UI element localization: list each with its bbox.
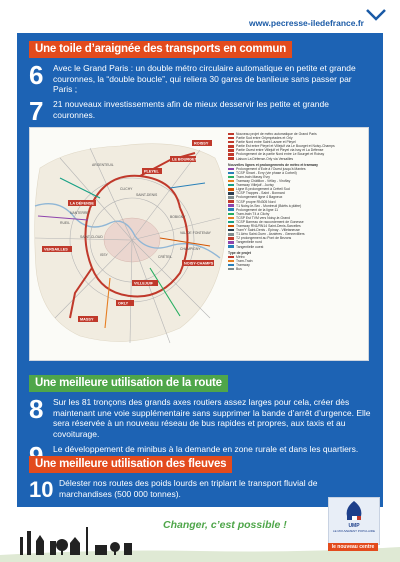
legend-type-item: Tram-Train	[228, 259, 364, 263]
legend-item: Prolongement d’Eole à l’Ouest jusqu’à Mantes	[228, 167, 364, 171]
legend-item: TCSP propre RN305 Nord	[228, 200, 364, 204]
legend-item: TCSP Sinart - Evry (vie phase à Corbeil)	[228, 171, 364, 175]
legend-item: TCSP Trappes - Saint - Bonnard	[228, 191, 364, 195]
legend-item: Partie Ouest entre Villejuif et Pleyel via Issy et La Défense	[228, 148, 364, 152]
legend-item: Tram'Y Saint-Denis - Épinay - Villetaneuse	[228, 228, 364, 232]
place-label: CRÉTEIL	[158, 255, 173, 259]
map-legend	[228, 132, 364, 271]
station-label: VILLEJUIF	[134, 281, 153, 286]
legend-type-item: Métro	[228, 255, 364, 259]
place-label: SAINT-DENIS	[136, 193, 158, 197]
site-url[interactable]: www.pecresse-iledefrance.fr	[249, 18, 364, 28]
place-label: CHAMPIGNY	[180, 247, 201, 251]
transport-map	[29, 127, 369, 361]
place-label: NANTERRE	[70, 211, 89, 215]
section-title-transports: Une toile d’araignée des transports en commun	[29, 41, 292, 58]
place-label: RUEIL	[60, 221, 70, 225]
station-label: LE BOURGET	[172, 157, 197, 162]
legend-header: Nouvelles lignes et prolongements de métro et tramway	[228, 162, 319, 167]
place-label: VAL DE FONTENAY	[180, 231, 211, 235]
station-label: PLEYEL	[144, 169, 159, 174]
item-text: 21 nouveaux investissements afin de mieux desservir les petite et grande couronnes.	[53, 99, 329, 120]
legend-item: TCSP Barreau de raccordement de Gonesse	[228, 220, 364, 224]
list-item-6	[29, 60, 375, 94]
legend-item: Partie Est entre Pleyel et Villejuif via Le Bourget et Noisy-Champs	[228, 144, 364, 148]
legend-item: Prolongement de la partie Nord entre Le Bourget et Roissy	[228, 152, 364, 156]
legend-item: Partie Nord entre Saint Lazare et Pleyel	[228, 140, 364, 144]
legend-item: Prolongement de la ligne 11	[228, 208, 364, 212]
ump-subtitle: LE MOUVEMENT POPULAIRE	[333, 529, 375, 533]
station-label: LA DÉFENSE	[70, 201, 94, 206]
legend-item: Tangentielle nord	[228, 240, 364, 244]
ump-tree-icon	[329, 498, 379, 522]
legend-item: Partie Sud entre Orlympéades et Orly	[228, 136, 364, 140]
place-label: BOBIGNY	[170, 215, 186, 219]
legend-item: T2 prolongement au Pont de Bezons	[228, 236, 364, 240]
item-number: 8	[29, 394, 44, 424]
station-label: ORLY	[118, 301, 129, 306]
place-label: SAINT-CLOUD	[80, 235, 103, 239]
content-panel	[17, 33, 383, 507]
place-label: ARGENTEUIL	[92, 163, 114, 167]
legend-item: Tram-train T4 à Clichy	[228, 212, 364, 216]
section-title-route: Une meilleure utilisation de la route	[29, 375, 228, 392]
item-number: 7	[29, 96, 44, 126]
legend-item: Tram-train Massy Evry	[228, 175, 364, 179]
slogan: Changer, c’est possible !	[163, 519, 287, 531]
legend-type-item: Bus	[228, 267, 364, 271]
item-text: Délester nos routes des poids lourds en triplant le transport fluvial de marchandises (500 000 tonnes).	[59, 478, 318, 499]
legend-item: TCSP Est TVM vers Noisy-le-Grand	[228, 216, 364, 220]
chevron-logo-icon	[366, 9, 386, 21]
list-item-7	[29, 96, 375, 126]
list-item-10	[29, 478, 375, 502]
item-number: 10	[29, 477, 54, 502]
legend-item: T1 Aéro Saint-Ouen - Asnières - Gennevilliers	[228, 232, 364, 236]
legend-item: Tramway Villejuif - Juvisy	[228, 183, 364, 187]
station-label: VERSAILLES	[44, 247, 68, 252]
list-item-8	[29, 394, 375, 441]
item-text: Sur les 81 tronçons des grands axes routiers assez larges pour cela, créer dès maintenant une voie supplémentaire sans supprimer la bande d’arrêt d’urgence. Elle sera réservée à un nouveau réseau de bus rapides et propres, aux taxis et au covoiturage.	[53, 397, 371, 439]
station-label: ROISSY	[194, 141, 209, 146]
legend-item: Liaison La Défense-Orly via Versailles	[228, 157, 364, 161]
ump-name: UMP	[348, 523, 360, 529]
station-label: NOISY-CHAMPS	[184, 261, 214, 266]
legend-item: Tramway Châtillon - Vélizy - Viroflay	[228, 179, 364, 183]
station-label: MASSY	[80, 317, 94, 322]
legend-item: Nouveau projet de métro automatique de Grand Paris	[228, 132, 364, 136]
place-label: ISSY	[100, 253, 108, 257]
nouveau-centre-logo: le nouveau centre	[328, 543, 378, 551]
legend-item: Tangentielle ouest	[228, 245, 364, 249]
place-label: CLICHY	[120, 187, 133, 191]
item-text: Le développement de minibus à la demande en zone rurale et dans les quartiers.	[53, 444, 359, 454]
section-title-fleuves: Une meilleure utilisation des fleuves	[29, 456, 232, 473]
item-text: Avec le Grand Paris : un double métro circulaire automatique en petite et grande couronnes, la “double boucle”, qui reliera 30 gares de banlieue sans passer par Paris ;	[53, 63, 356, 94]
legend-type-header: Type de projet	[228, 250, 251, 255]
legend-item: Ligne B prolongement à Créteil Sud	[228, 187, 364, 191]
legend-type-item: Tramway	[228, 263, 364, 267]
item-number: 6	[29, 60, 44, 90]
legend-item: Prolongement ligne 4 Bagneux	[228, 195, 364, 199]
legend-item: Tramway RN1/RN14 Saint-Denis-Sarcelles	[228, 224, 364, 228]
legend-item: T1 Noisy-le-Sec - Montreuil (Bdéts à plâtre)	[228, 204, 364, 208]
ump-logo	[328, 497, 380, 545]
